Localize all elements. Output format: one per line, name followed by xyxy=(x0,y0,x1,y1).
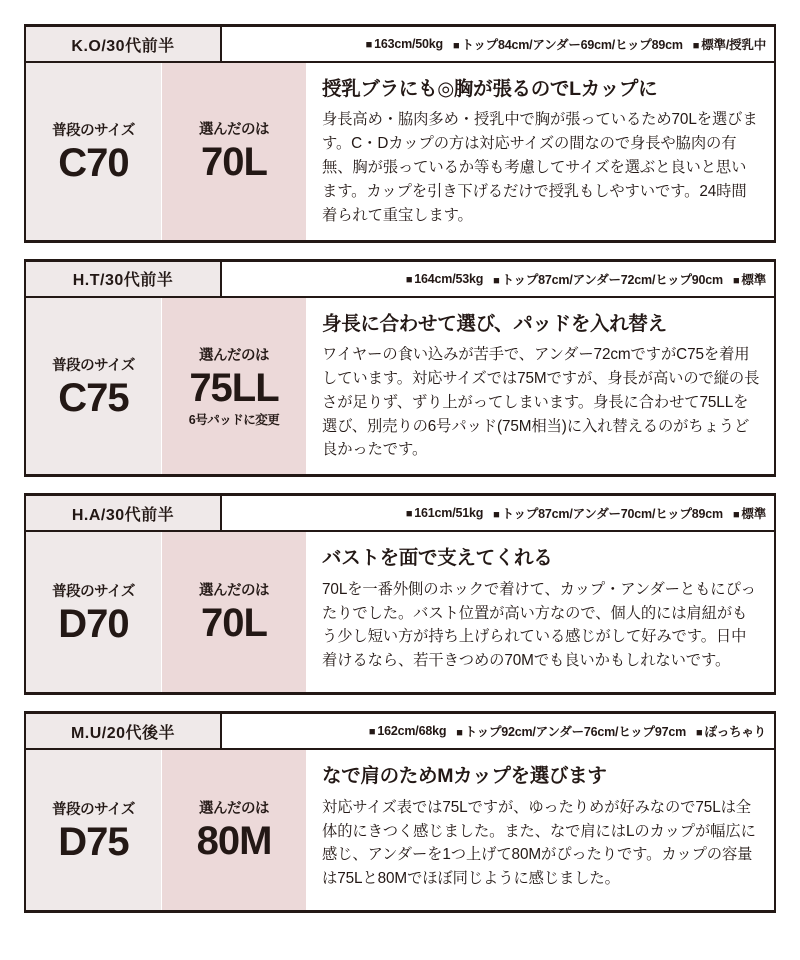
spec-type: ■ 標準/授乳中 xyxy=(693,35,766,53)
spec-body: ■ 163cm/50kg xyxy=(366,37,443,51)
usual-size-value: C75 xyxy=(58,375,129,420)
reviewer-name: H.T/30代前半 xyxy=(26,262,222,296)
spec-measurements: ■ トップ87cm/アンダー70cm/ヒップ89cm xyxy=(493,504,723,522)
spec-measurements: ■ トップ92cm/アンダー76cm/ヒップ97cm xyxy=(456,722,686,740)
review-text-cell xyxy=(306,532,774,692)
spec-type: ■ ぽっちゃり xyxy=(696,722,766,740)
review-card xyxy=(24,259,776,478)
reviewer-specs xyxy=(222,496,774,530)
usual-size-value: D70 xyxy=(58,601,129,646)
usual-size-label: 普段のサイズ xyxy=(52,801,135,818)
review-title: 身長に合わせて選び、パッドを入れ替え xyxy=(322,312,667,335)
review-text-cell xyxy=(306,63,774,240)
review-header xyxy=(26,27,774,63)
review-header xyxy=(26,496,774,532)
review-card xyxy=(24,24,776,243)
review-text: 対応サイズ表では75Lですが、ゆったりめが好みなので75Lは全体的にきつく感じました。また、なで肩にはLのカップが幅広に感じ、アンダーを1つ上げて80Mがぴったりです。カップの容量は75Lと80Mでほぼ同じように感じました。 xyxy=(322,798,756,888)
chosen-size-value: 80M xyxy=(196,819,272,864)
usual-size-label: 普段のサイズ xyxy=(52,357,135,374)
reviewer-specs xyxy=(222,27,774,61)
spec-measurements: ■ トップ87cm/アンダー72cm/ヒップ90cm xyxy=(493,270,723,288)
spec-body: ■ 162cm/68kg xyxy=(369,724,446,738)
spec-measurements: ■ トップ84cm/アンダー69cm/ヒップ89cm xyxy=(453,35,683,53)
review-title: バストを面で支えてくれる xyxy=(322,547,553,570)
review-body-row xyxy=(26,750,774,910)
reviewer-specs xyxy=(222,262,774,296)
chosen-size-cell xyxy=(162,298,306,475)
usual-size-value: D75 xyxy=(58,819,129,864)
spec-type: ■ 標準 xyxy=(733,504,766,522)
chosen-size-note: 6号パッドに変更 xyxy=(188,413,280,427)
usual-size-cell xyxy=(26,750,162,910)
chosen-size-label: 選んだのは xyxy=(199,583,269,600)
chosen-size-cell xyxy=(162,750,306,910)
chosen-size-cell xyxy=(162,532,306,692)
review-text: 70Lを一番外側のホックで着けて、カップ・アンダーともにぴったりでした。バスト位置が高い方なので、個人的には肩紐がもう少し短い方が持ち上げられている感じがして好みです。日中着けるなら、若干きつめの70Mでも良いかもしれないです。 xyxy=(322,580,756,670)
chosen-size-value: 70L xyxy=(201,140,267,185)
review-card xyxy=(24,493,776,695)
review-body-row xyxy=(26,63,774,240)
review-text-cell xyxy=(306,298,774,475)
reviewer-specs xyxy=(222,714,774,748)
chosen-size-value: 75LL xyxy=(189,366,279,410)
review-title: なで肩のためMカップを選びます xyxy=(322,765,607,788)
review-header xyxy=(26,262,774,298)
review-header xyxy=(26,714,774,750)
chosen-size-label: 選んだのは xyxy=(199,348,269,364)
review-text: ワイヤーの食い込みが苦手で、アンダー72cmですがC75を着用しています。対応サイズでは75Mですが、身長が高いので縦の長さが足りず、ずり上がってしまいます。身長に合わせて75LLを選び、別売りの6号パッド(75M相当)に入れ替えるのがちょうど良かったです。 xyxy=(322,346,760,459)
reviewer-name: H.A/30代前半 xyxy=(26,496,222,530)
chosen-size-cell xyxy=(162,63,306,240)
chosen-size-label: 選んだのは xyxy=(199,122,269,139)
chosen-size-value: 70L xyxy=(201,601,267,646)
review-body-row xyxy=(26,532,774,692)
usual-size-label: 普段のサイズ xyxy=(52,583,135,600)
usual-size-cell xyxy=(26,532,162,692)
usual-size-cell xyxy=(26,298,162,475)
usual-size-label: 普段のサイズ xyxy=(52,122,135,139)
review-text: 身長高め・脇肉多め・授乳中で胸が張っているため70Lを選びます。C・Dカップの方は対応サイズの間なので身長や脇肉の有無、胸が張っているか等も考慮してサイズを選ぶと良いと思います。カップを引き下げるだけで授乳もしやすいです。24時間着られて重宝します。 xyxy=(322,111,758,224)
usual-size-cell xyxy=(26,63,162,240)
review-title: 授乳ブラにも◎胸が張るのでLカップに xyxy=(322,78,658,100)
spec-body: ■ 161cm/51kg xyxy=(406,506,483,520)
reviewer-name: M.U/20代後半 xyxy=(26,714,222,748)
spec-type: ■ 標準 xyxy=(733,270,766,288)
reviewer-name: K.O/30代前半 xyxy=(26,27,222,61)
review-text-cell xyxy=(306,750,774,910)
chosen-size-label: 選んだのは xyxy=(199,801,269,818)
spec-body: ■ 164cm/53kg xyxy=(406,272,483,286)
review-card xyxy=(24,711,776,913)
review-body-row xyxy=(26,298,774,475)
usual-size-value: C70 xyxy=(58,140,129,185)
